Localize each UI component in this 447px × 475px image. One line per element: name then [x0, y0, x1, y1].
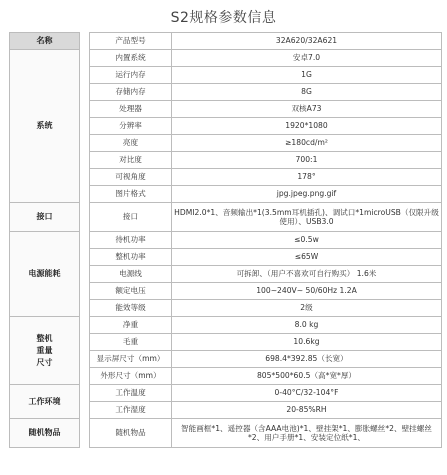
spec-value: 安卓7.0 [172, 50, 442, 67]
table-row [10, 385, 442, 402]
spec-label: 整机功率 [90, 249, 172, 266]
spec-label: 净重 [90, 317, 172, 334]
table-row [10, 203, 442, 232]
model-value: 32A620/32A621 [172, 33, 442, 50]
category-cell: 整机重量尺寸 [10, 317, 80, 385]
table-row [10, 50, 442, 67]
spec-table [9, 32, 442, 448]
spec-label: 工作湿度 [90, 402, 172, 419]
spec-value: 8.0 kg [172, 317, 442, 334]
spec-label: 随机物品 [90, 419, 172, 448]
spec-value: 10.6kg [172, 334, 442, 351]
spec-label: 可视角度 [90, 169, 172, 186]
table-row [10, 317, 442, 334]
table-header-row [10, 33, 442, 50]
spec-value: 805*500*60.5（高*宽*厚） [172, 368, 442, 385]
spec-label: 对比度 [90, 152, 172, 169]
category-cell: 工作环境 [10, 385, 80, 419]
spec-value: 100~240V~ 50/60Hz 1.2A [172, 283, 442, 300]
spec-value: 2级 [172, 300, 442, 317]
page-title: S2规格参数信息 [170, 10, 277, 26]
spec-value: ≥180cd/m² [172, 135, 442, 152]
spec-value: 1920*1080 [172, 118, 442, 135]
category-cell: 随机物品 [10, 419, 80, 448]
table-row [10, 419, 442, 448]
spec-label: 工作温度 [90, 385, 172, 402]
spec-value: 700:1 [172, 152, 442, 169]
spec-value: 1G [172, 67, 442, 84]
spec-label: 存储内存 [90, 84, 172, 101]
spec-label: 分辨率 [90, 118, 172, 135]
spec-value: ≤65W [172, 249, 442, 266]
spec-value: 0-40°C/32-104°F [172, 385, 442, 402]
spec-label: 毛重 [90, 334, 172, 351]
category-cell: 电源能耗 [10, 232, 80, 317]
spec-value: 178° [172, 169, 442, 186]
spec-label: 内置系统 [90, 50, 172, 67]
spec-value: 双核A73 [172, 101, 442, 118]
spec-value: jpg.jpeg.png.gif [172, 186, 442, 203]
spec-label: 图片格式 [90, 186, 172, 203]
name-header: 名称 [10, 33, 80, 50]
spec-label: 接口 [90, 203, 172, 232]
table-row [10, 232, 442, 249]
spec-label: 亮度 [90, 135, 172, 152]
spec-label: 待机功率 [90, 232, 172, 249]
spec-label: 额定电压 [90, 283, 172, 300]
category-cell: 接口 [10, 203, 80, 232]
spec-value: ≤0.5w [172, 232, 442, 249]
spec-value: 可拆卸、（用户不喜欢可自行购买） 1.6米 [172, 266, 442, 283]
spec-label: 显示屏尺寸（mm） [90, 351, 172, 368]
category-cell: 系统 [10, 50, 80, 203]
spec-label: 运行内存 [90, 67, 172, 84]
spec-label: 外形尺寸（mm） [90, 368, 172, 385]
spec-label: 能效等级 [90, 300, 172, 317]
model-label: 产品型号 [90, 33, 172, 50]
spec-value: 698.4*392.85（长宽） [172, 351, 442, 368]
spec-label: 处理器 [90, 101, 172, 118]
spec-value: 8G [172, 84, 442, 101]
spec-label: 电源线 [90, 266, 172, 283]
spec-value: 20-85%RH [172, 402, 442, 419]
spec-value: 智能画框*1、遥控器（含AAA电池)*1、壁挂架*1、膨胀螺丝*2、壁挂螺丝*2、用户手册*1、安装定位纸*1、 [172, 419, 442, 448]
spec-value: HDMI2.0*1、音频输出*1(3.5mm耳机插孔)、调试口*1microUSB（仅限升级使用）、USB3.0 [172, 203, 442, 232]
